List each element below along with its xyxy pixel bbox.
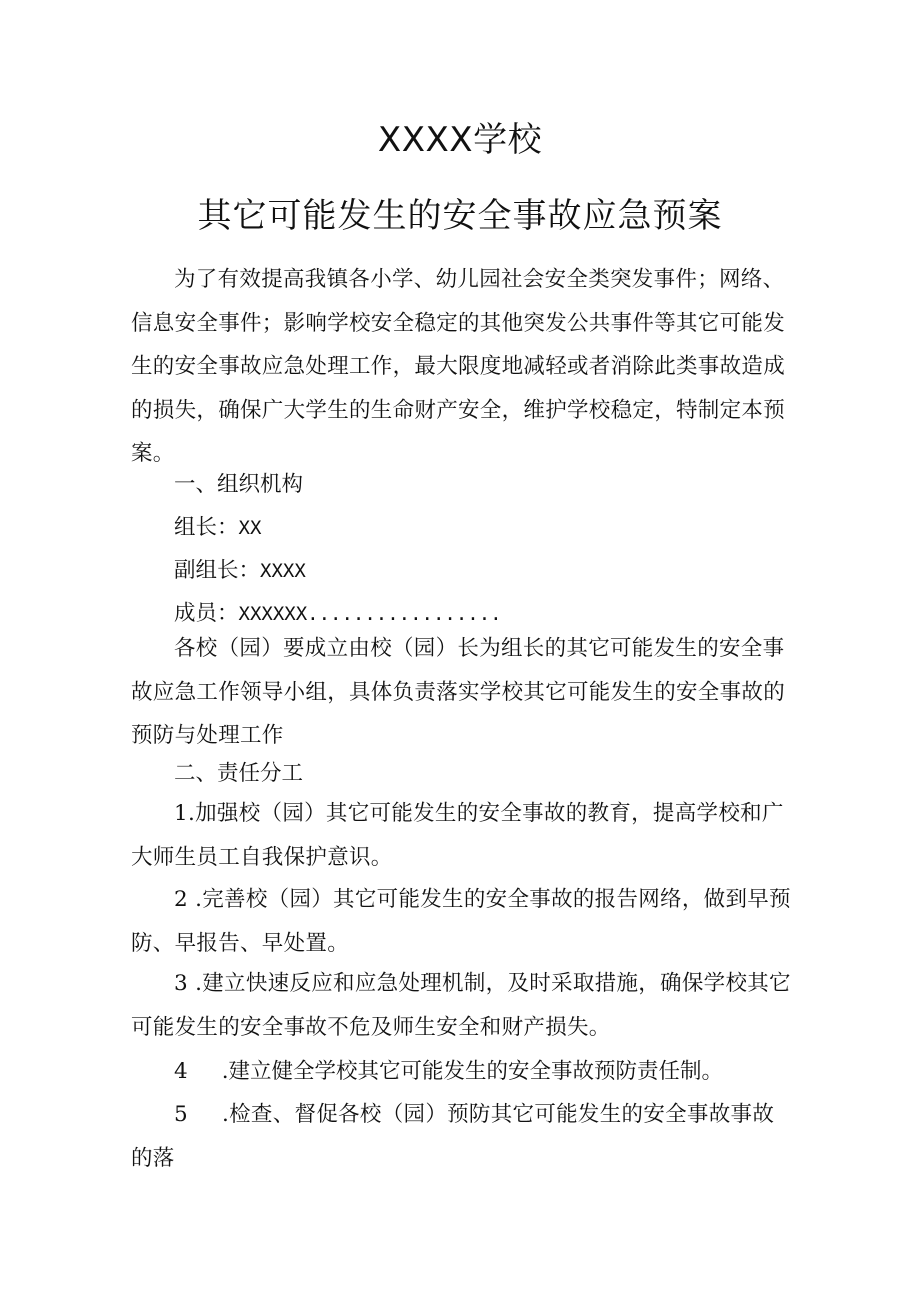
- leader-value: XX: [238, 517, 262, 539]
- item-1: 1.加强校（园）其它可能发生的安全事故的教育，提高学校和广大师生员工自我保护意识。: [131, 801, 784, 870]
- deputy-value: XXXX: [260, 560, 306, 582]
- intro-paragraph: 为了有效提高我镇各小学、幼儿园社会安全类突发事件；网络、信息安全事件；影响学校安全稳定的其他突发公共事件等其它可能发生的安全事故应急处理工作，最大限度地减轻或者消除此类事故造成的损失，确保广大学生的生命财产安全，维护学校稳定，特制定本预案。: [131, 267, 786, 466]
- members-value: XXXXXX.................: [238, 603, 502, 625]
- item-4: [174, 1050, 723, 1094]
- deputy-label: 副组长：: [174, 558, 261, 583]
- item-5: [131, 1093, 791, 1180]
- item-4-number: 4: [174, 1059, 188, 1084]
- document-title: 其它可能发生的安全事故应急预案: [197, 196, 723, 236]
- members-label: 成员：: [174, 601, 239, 626]
- section1-heading: 一、组织机构: [174, 472, 304, 497]
- section1-body: 各校（园）要成立由校（园）长为组长的其它可能发生的安全事故应急工作领导小组，具体负责落实学校其它可能发生的安全事故的预防与处理工作: [131, 636, 786, 748]
- deputy-line: [174, 549, 306, 594]
- item-3: 3 .建立快速反应和应急处理机制，及时采取措施，确保学校其它可能发生的安全事故不危及师生安全和财产损失。: [131, 971, 791, 1040]
- item-2: 2 .完善校（园）其它可能发生的安全事故的报告网络，做到早预防、早报告、早处置。: [131, 887, 791, 956]
- item-5-number: 5: [174, 1102, 188, 1127]
- leader-label: 组长：: [174, 515, 239, 540]
- item-4-text: .建立健全学校其它可能发生的安全事故预防责任制。: [221, 1059, 724, 1084]
- section2-heading: 二、责任分工: [174, 761, 304, 786]
- school-title: XXXX学校: [377, 120, 543, 160]
- leader-line: [174, 506, 261, 551]
- item-5-text: .检查、督促各校（园）预防其它可能发生的安全事故事故的落: [131, 1102, 775, 1171]
